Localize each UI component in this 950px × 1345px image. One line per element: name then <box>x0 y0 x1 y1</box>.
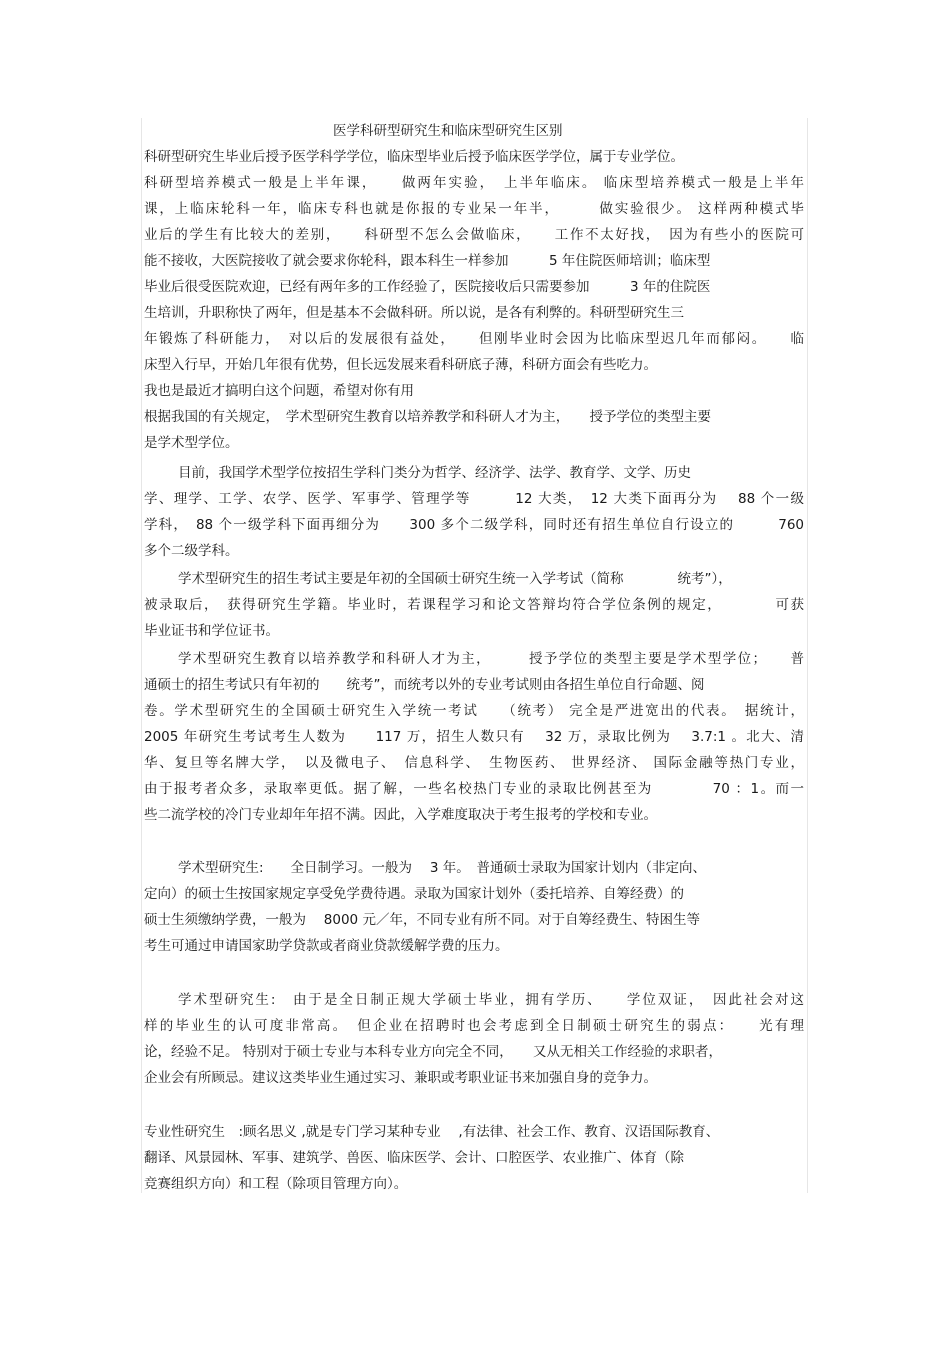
text-line: 华、复旦等名牌大学， 以及微电子、 信息科学、 生物医药、 世界经济、 国际金融等热门专业， <box>144 755 804 771</box>
text-line: 企业会有所顾忌。建议这类毕业生通过实习、兼职或考职业证书来加强自身的竞争力。 <box>144 1070 657 1086</box>
text-line: 卷。学术型研究生的全国硕士研究生入学统一考试 （统考） 完全是严进宽出的代表。 据统计， <box>144 703 804 719</box>
text-line: 是学术型学位。 <box>144 435 239 451</box>
text-line: 毕业证书和学位证书。 <box>144 623 279 639</box>
text-line: 床型入行早，开始几年很有优势，但长远发展来看科研底子薄，科研方面会有些吃力。 <box>144 357 657 373</box>
text-line: 能不接收，大医院接收了就会要求你轮科，跟本科生一样参加 5 年住院医师培训；临床型 <box>144 253 711 269</box>
text-line: 课，上临床轮科一年，临床专科也就是你报的专业呆一年半， 做实验很少。 这样两种模式毕 <box>144 201 804 217</box>
text-line: 学术型研究生: 由于是全日制正规大学硕士毕业，拥有学历、 学位双证， 因此社会对这 <box>178 992 804 1008</box>
text-line: 专业性研究生 :顾名思义 ,就是专门学习某种专业 ,有法律、社会工作、教育、汉语国际教育、 <box>144 1124 720 1140</box>
text-line: 样的毕业生的认可度非常高。 但企业在招聘时也会考虑到全日制硕士研究生的弱点： 光有理 <box>144 1018 804 1034</box>
text-line: 竞赛组织方向）和工程（除项目管理方向）。 <box>144 1176 408 1192</box>
text-line: 业后的学生有比较大的差别， 科研型不怎么会做临床， 工作不太好找， 因为有些小的医院可 <box>144 227 804 243</box>
text-line: 多个二级学科。 <box>144 543 239 559</box>
text-line: 学术型研究生教育以培养教学和科研人才为主， 授予学位的类型主要是学术型学位； 普 <box>178 651 804 667</box>
text-line: 毕业后很受医院欢迎，已经有两年多的工作经验了，医院接收后只需要参加 3 年的住院医 <box>144 279 711 295</box>
text-line: 生培训，升职称快了两年，但是基本不会做科研。所以说，是各有利弊的。科研型研究生三 <box>144 305 684 321</box>
text-line: 科研型培养模式一般是上半年课， 做两年实验， 上半年临床。 临床型培养模式一般是上半年 <box>144 175 804 191</box>
text-line: 定向）的硕士生按国家规定享受免学费待遇。录取为国家计划外（委托培养、自筹经费）的 <box>144 886 684 902</box>
text-line: 学术型研究生的招生考试主要是年初的全国硕士研究生统一入学考试（简称 统考”）， <box>178 571 732 587</box>
text-line: 年锻炼了科研能力， 对以后的发展很有益处， 但刚毕业时会因为比临床型迟几年而郁闷。 临 <box>144 331 804 347</box>
text-line: 硕士生须缴纳学费，一般为 8000 元／年，不同专业有所不同。对于自筹经费生、特困生等 <box>144 912 700 928</box>
text-line: 目前，我国学术型学位按招生学科门类分为哲学、经济学、法学、教育学、文学、历史 <box>178 465 691 481</box>
text-line: 我也是最近才搞明白这个问题，希望对你有用 <box>144 383 414 399</box>
page-margin-left <box>141 118 142 1193</box>
text-line: 考生可通过申请国家助学贷款或者商业贷款缓解学费的压力。 <box>144 938 509 954</box>
text-line: 2005 年研究生考试考生人数为 117 万，招生人数只有 32 万，录取比例为 3.7:1 。北大、清 <box>144 729 804 745</box>
page-margin-right <box>807 118 808 1193</box>
text-line: 通硕士的招生考试只有年初的 统考”，而统考以外的专业考试则由各招生单位自行命题、阅 <box>144 677 705 693</box>
text-line: 论，经验不足。 特别对于硕士专业与本科专业方向完全不同， 又从无相关工作经验的求职者， <box>144 1044 723 1060</box>
document-title: 医学科研型研究生和临床型研究生区别 <box>333 123 563 139</box>
text-line: 些二流学校的冷门专业却年年招不满。因此，入学难度取决于考生报考的学校和专业。 <box>144 807 657 823</box>
text-line: 根据我国的有关规定， 学术型研究生教育以培养教学和科研人才为主， 授予学位的类型主要 <box>144 409 711 425</box>
text-line: 翻译、风景园林、军事、建筑学、兽医、临床医学、会计、口腔医学、农业推广、体育（除 <box>144 1150 684 1166</box>
text-line: 学、理学、工学、农学、医学、军事学、管理学等 12 大类， 12 大类下面再分为 88 个一级 <box>144 491 804 507</box>
text-line: 由于报考者众多，录取率更低。据了解，一些名校热门专业的录取比例甚至为 70 ：1。而一 <box>144 781 804 797</box>
text-line: 被录取后， 获得研究生学籍。毕业时，若课程学习和论文答辩均符合学位条例的规定， 可获 <box>144 597 804 613</box>
text-line: 学术型研究生: 全日制学习。一般为 3 年。 普通硕士录取为国家计划内（非定向、 <box>178 860 706 876</box>
text-line: 科研型研究生毕业后授予医学科学学位，临床型毕业后授予临床医学学位，属于专业学位。 <box>144 149 684 165</box>
text-line: 学科， 88 个一级学科下面再细分为 300 多个二级学科，同时还有招生单位自行设立的 760 <box>144 517 804 533</box>
